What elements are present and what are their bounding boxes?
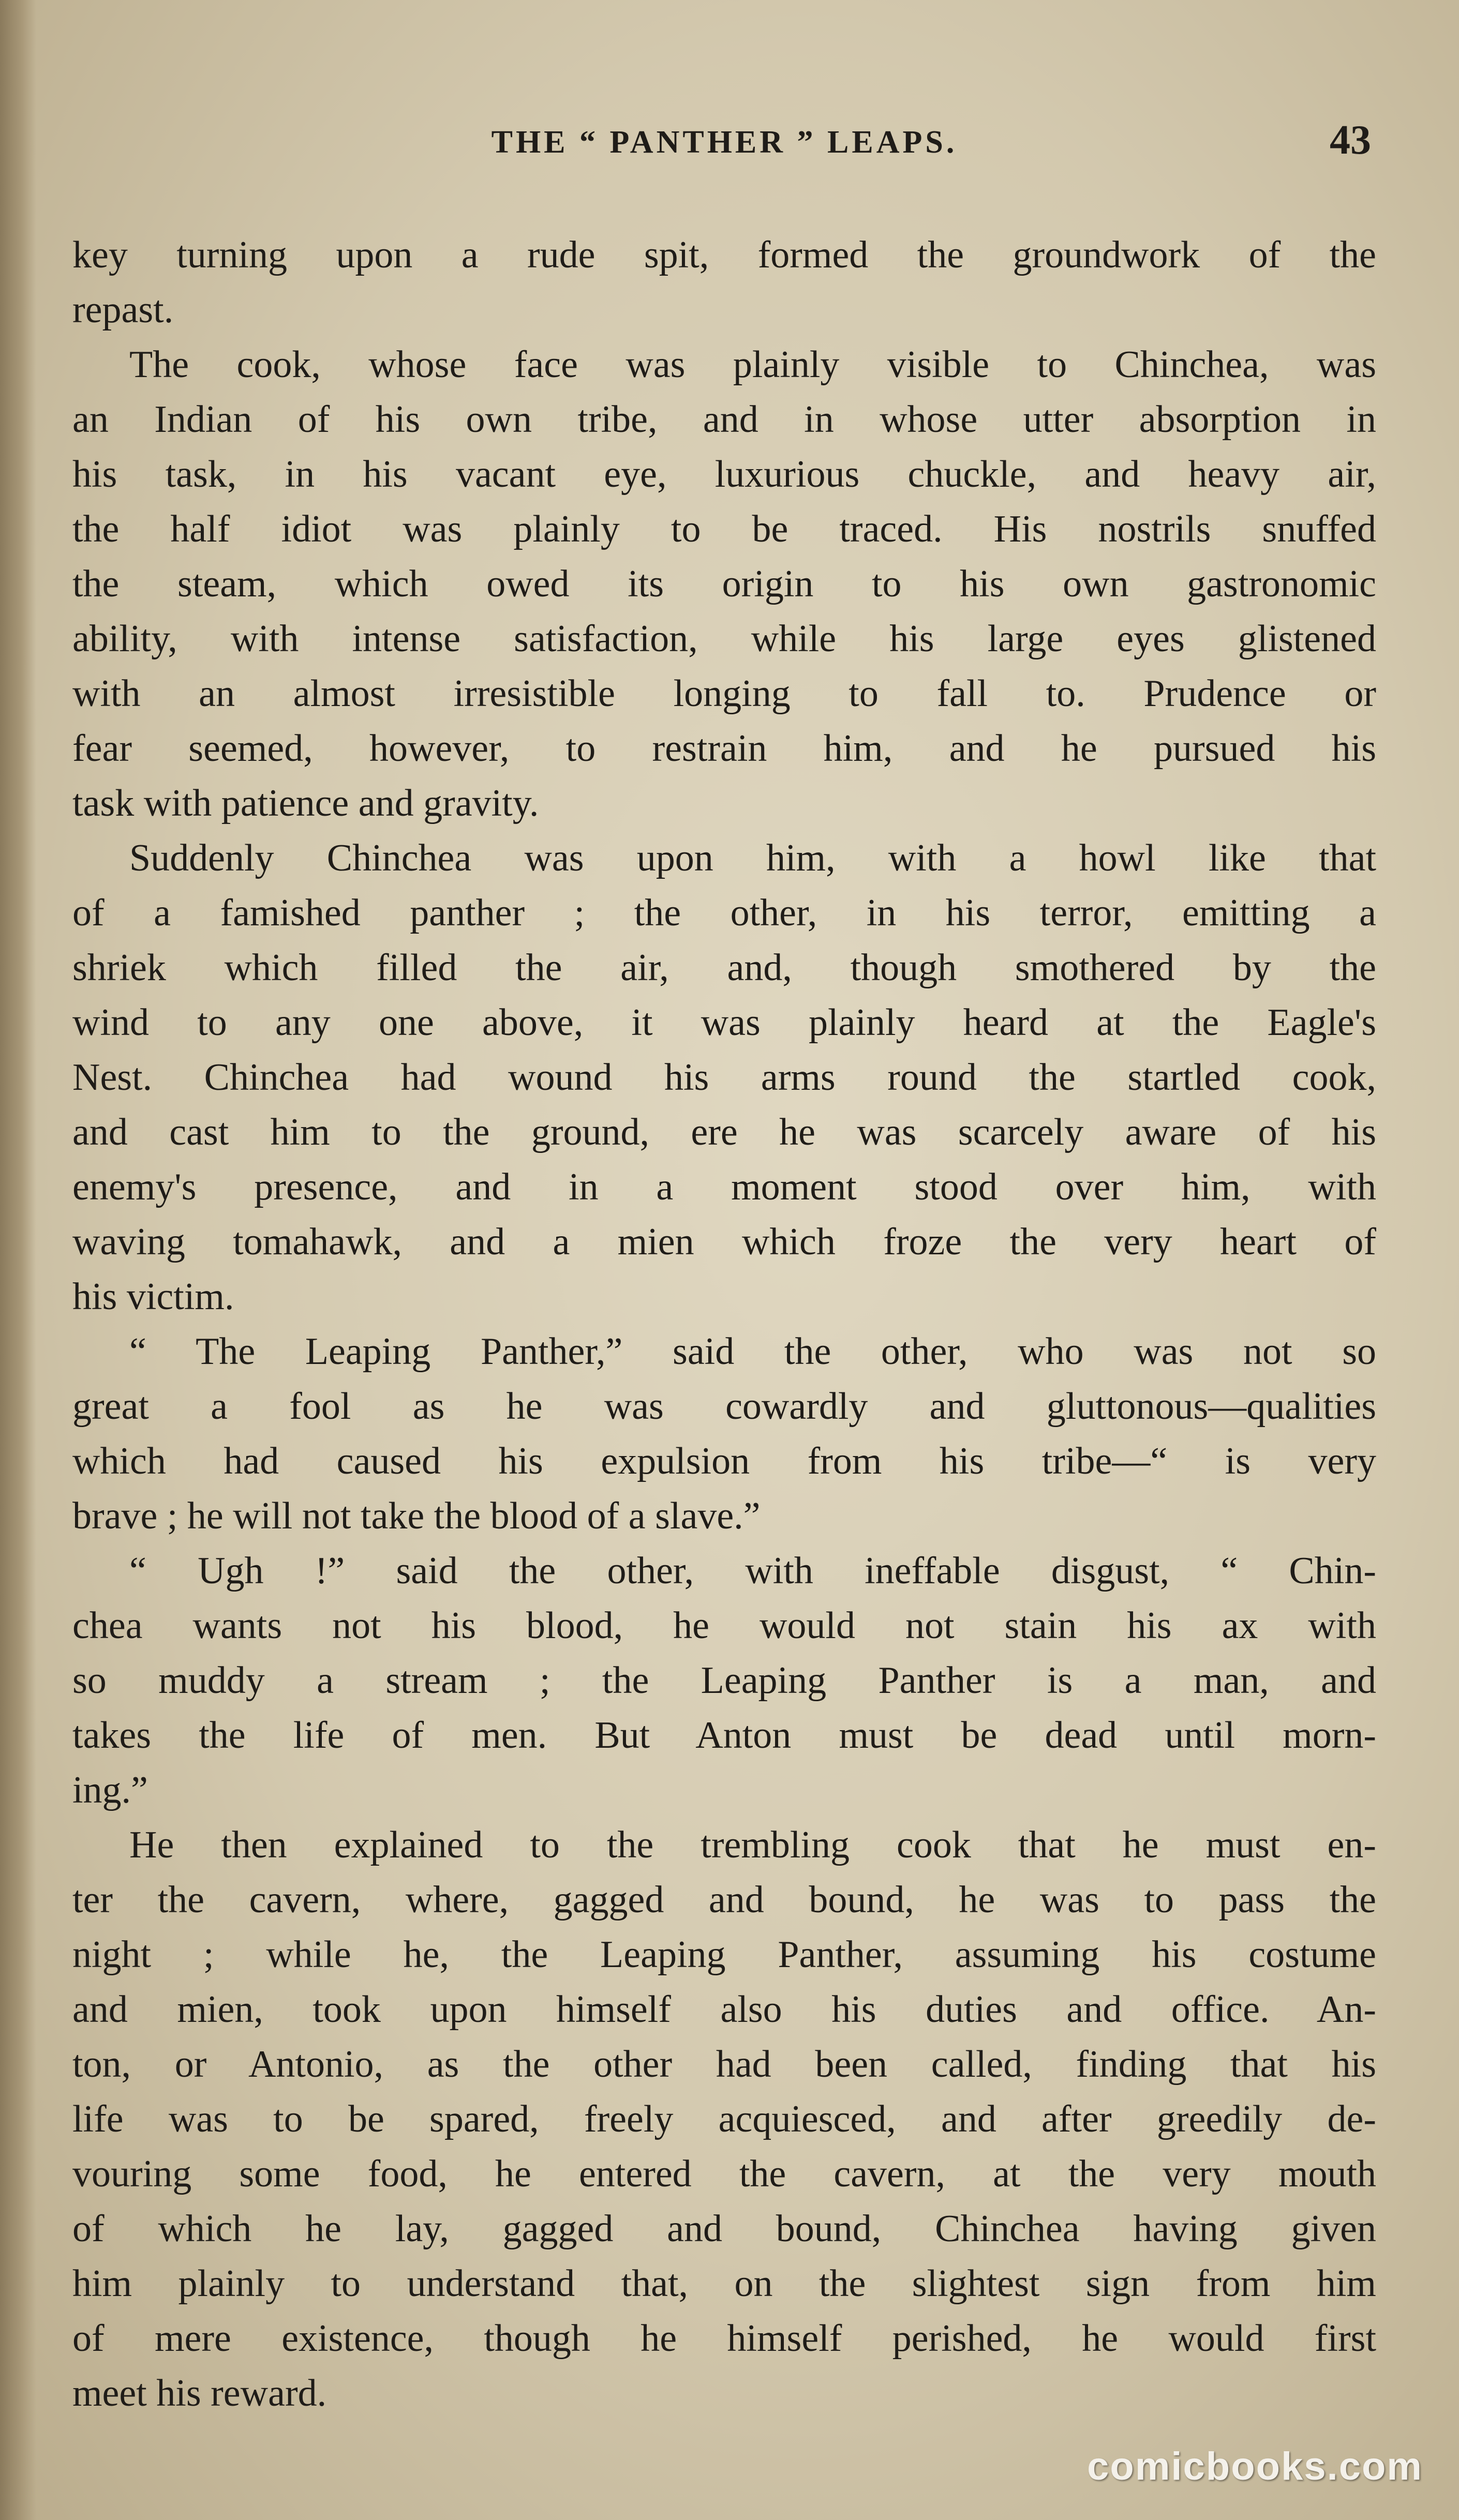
text-line: fear seemed, however, to restrain him, and he pursued his	[72, 727, 1376, 770]
text-line: the half idiot was plainly to be traced. His nostrils snuffed	[72, 508, 1376, 550]
text-line: task with patience and gravity.	[72, 782, 539, 824]
text-line: shriek which filled the air, and, though smothered by the	[72, 947, 1376, 989]
text-line: great a fool as he was cowardly and gluttonous—qualities	[72, 1385, 1376, 1428]
text-line: vouring some food, he entered the cavern, at the very mouth	[72, 2153, 1376, 2195]
text-line: so muddy a stream ; the Leaping Panther is a man, and	[72, 1659, 1376, 1702]
text-line: enemy's presence, and in a moment stood over him, with	[72, 1166, 1376, 1208]
running-head: THE “ PANTHER ” LEAPS.	[491, 125, 958, 160]
text-line: and cast him to the ground, ere he was scarcely aware of his	[72, 1111, 1376, 1153]
text-line: with an almost irresistible longing to fall to. Prudence or	[72, 672, 1376, 715]
page-gutter-shadow	[0, 0, 36, 2520]
text-line: waving tomahawk, and a mien which froze the very heart of	[72, 1221, 1376, 1263]
text-line: his task, in his vacant eye, luxurious chuckle, and heavy air,	[72, 453, 1376, 496]
text-line: takes the life of men. But Anton must be dead until morn-	[72, 1714, 1376, 1757]
text-line: “ The Leaping Panther,” said the other, who was not so	[129, 1330, 1376, 1373]
text-line: his victim.	[72, 1276, 234, 1318]
text-line: He then explained to the trembling cook that he must en-	[129, 1824, 1376, 1866]
text-line: of which he lay, gagged and bound, Chinchea having given	[72, 2208, 1376, 2250]
text-line: night ; while he, the Leaping Panther, assuming his costume	[72, 1933, 1376, 1976]
watermark: comicbooks.com	[1087, 2444, 1423, 2488]
text-line: repast.	[72, 289, 174, 331]
body-text	[72, 228, 1376, 2421]
text-line: of a famished panther ; the other, in his terror, emitting a	[72, 892, 1376, 934]
page-header	[72, 117, 1376, 171]
text-line: “ Ugh !” said the other, with ineffable disgust, “ Chin-	[129, 1550, 1376, 1592]
text-line: ing.”	[72, 1769, 148, 1811]
text-line: which had caused his expulsion from his tribe—“ is very	[72, 1440, 1376, 1482]
text-line: of mere existence, though he himself perished, he would first	[72, 2317, 1376, 2360]
text-line: chea wants not his blood, he would not stain his ax with	[72, 1604, 1376, 1647]
text-line: life was to be spared, freely acquiesced, and after greedily de-	[72, 2098, 1376, 2140]
text-line: The cook, whose face was plainly visible to Chinchea, was	[129, 343, 1376, 386]
text-line: Nest. Chinchea had wound his arms round the startled cook,	[72, 1056, 1376, 1099]
text-line: the steam, which owed its origin to his own gastronomic	[72, 563, 1376, 605]
text-line: wind to any one above, it was plainly heard at the Eagle's	[72, 1001, 1376, 1044]
text-line: Suddenly Chinchea was upon him, with a howl like that	[129, 837, 1376, 879]
text-line: key turning upon a rude spit, formed the groundwork of the	[72, 234, 1376, 276]
text-line: an Indian of his own tribe, and in whose utter absorption in	[72, 398, 1376, 441]
text-line: him plainly to understand that, on the slightest sign from him	[72, 2262, 1376, 2305]
text-line: ability, with intense satisfaction, while his large eyes glistened	[72, 618, 1376, 660]
text-line: meet his reward.	[72, 2372, 327, 2414]
text-line: ter the cavern, where, gagged and bound, he was to pass the	[72, 1879, 1376, 1921]
page-number: 43	[1330, 117, 1371, 163]
text-line: ton, or Antonio, as the other had been called, finding that his	[72, 2043, 1376, 2086]
text-line: brave ; he will not take the blood of a slave.”	[72, 1495, 761, 1537]
text-line: and mien, took upon himself also his duties and office. An-	[72, 1988, 1376, 2031]
